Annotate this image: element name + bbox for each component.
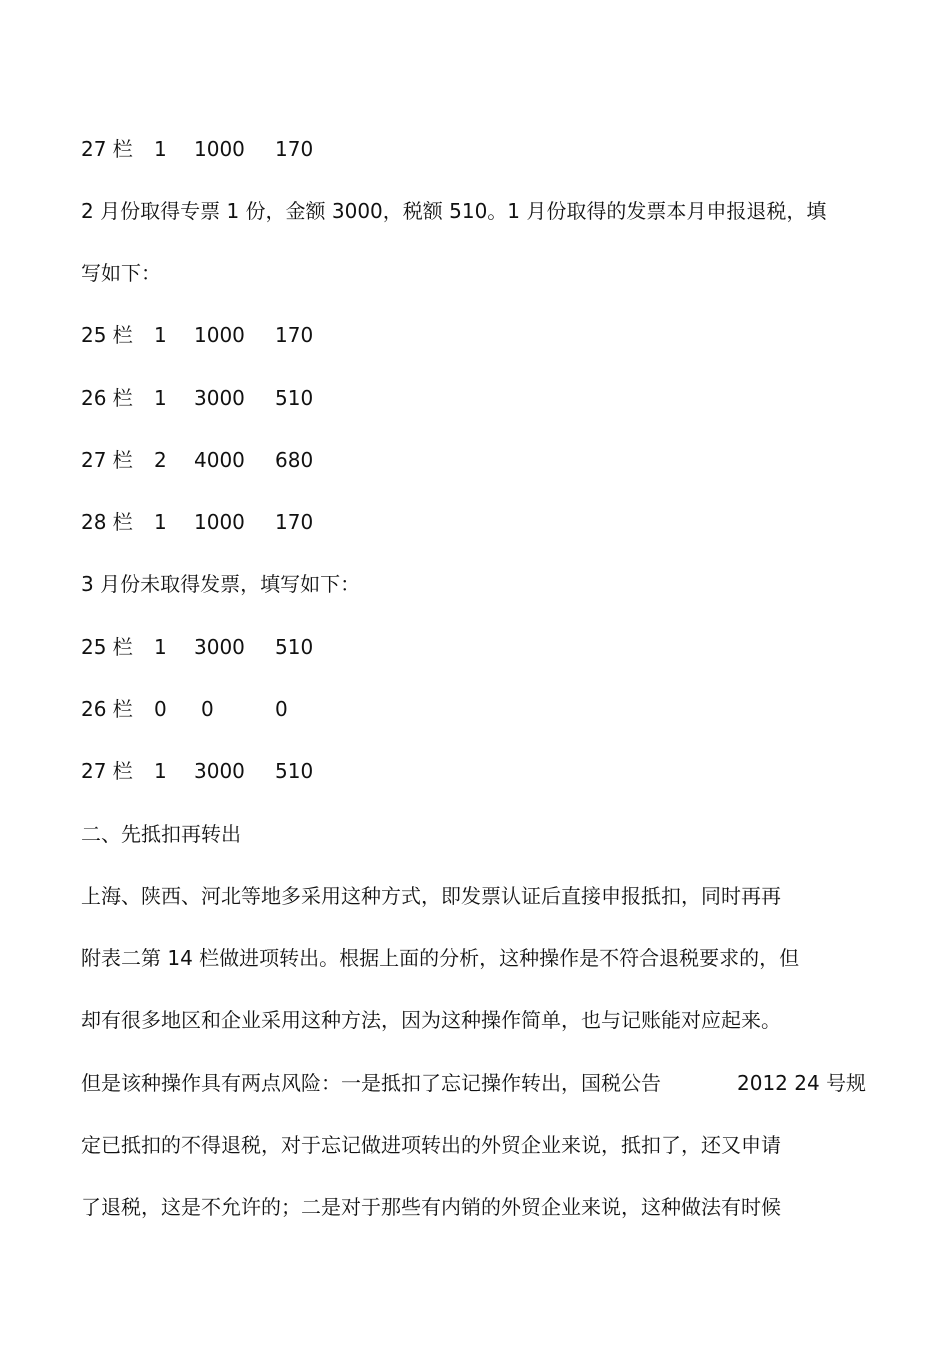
paragraph-method-line-2: 附表二第 14 栏做进项转出。根据上面的分析，这种操作是不符合退税要求的，但 — [81, 946, 800, 970]
paragraph-risk-line-1-ref: 2012 24 号规 — [737, 1071, 867, 1095]
row-tax: 680 — [275, 448, 314, 472]
row-amount: 3000 — [194, 759, 245, 783]
row-amount: 3000 — [194, 635, 245, 659]
paragraph-method-line-1: 上海、陕西、河北等地多采用这种方式，即发票认证后直接申报抵扣，同时再再 — [81, 884, 781, 908]
row-count: 1 — [154, 759, 167, 783]
paragraph-feb-line-2: 写如下： — [81, 261, 161, 285]
row-amount: 0 — [201, 697, 214, 721]
row-count: 1 — [154, 137, 167, 161]
row-tax: 170 — [275, 323, 314, 347]
row-column-label: 27 栏 — [81, 137, 133, 161]
row-column-label: 26 栏 — [81, 386, 133, 410]
row-count: 0 — [154, 697, 167, 721]
section-heading: 二、先抵扣再转出 — [81, 822, 241, 846]
row-count: 1 — [154, 386, 167, 410]
row-amount: 4000 — [194, 448, 245, 472]
row-count: 1 — [154, 510, 167, 534]
row-tax: 510 — [275, 635, 314, 659]
row-tax: 510 — [275, 386, 314, 410]
paragraph-risk-line-1-text: 但是该种操作具有两点风险：一是抵扣了忘记操作转出，国税公告 — [81, 1071, 661, 1095]
row-amount: 1000 — [194, 137, 245, 161]
row-count: 1 — [154, 323, 167, 347]
paragraph-feb-line-1: 2 月份取得专票 1 份，金额 3000，税额 510。1 月份取得的发票本月申报退税，填 — [81, 199, 827, 223]
row-column-label: 25 栏 — [81, 635, 133, 659]
row-count: 1 — [154, 635, 167, 659]
row-column-label: 27 栏 — [81, 448, 133, 472]
row-amount: 1000 — [194, 323, 245, 347]
paragraph-method-line-3: 却有很多地区和企业采用这种方法，因为这种操作简单，也与记账能对应起来。 — [81, 1008, 781, 1032]
row-amount: 3000 — [194, 386, 245, 410]
row-tax: 170 — [275, 510, 314, 534]
row-column-label: 25 栏 — [81, 323, 133, 347]
row-column-label: 26 栏 — [81, 697, 133, 721]
row-column-label: 28 栏 — [81, 510, 133, 534]
paragraph-risk-line-1 — [81, 1070, 871, 1096]
row-tax: 170 — [275, 137, 314, 161]
row-column-label: 27 栏 — [81, 759, 133, 783]
row-count: 2 — [154, 448, 167, 472]
paragraph-mar: 3 月份未取得发票，填写如下： — [81, 572, 361, 596]
row-tax: 0 — [275, 697, 288, 721]
paragraph-risk-line-3: 了退税，这是不允许的；二是对于那些有内销的外贸企业来说，这种做法有时候 — [81, 1195, 781, 1219]
row-amount: 1000 — [194, 510, 245, 534]
paragraph-risk-line-2: 定已抵扣的不得退税，对于忘记做进项转出的外贸企业来说，抵扣了，还又申请 — [81, 1133, 781, 1157]
row-tax: 510 — [275, 759, 314, 783]
